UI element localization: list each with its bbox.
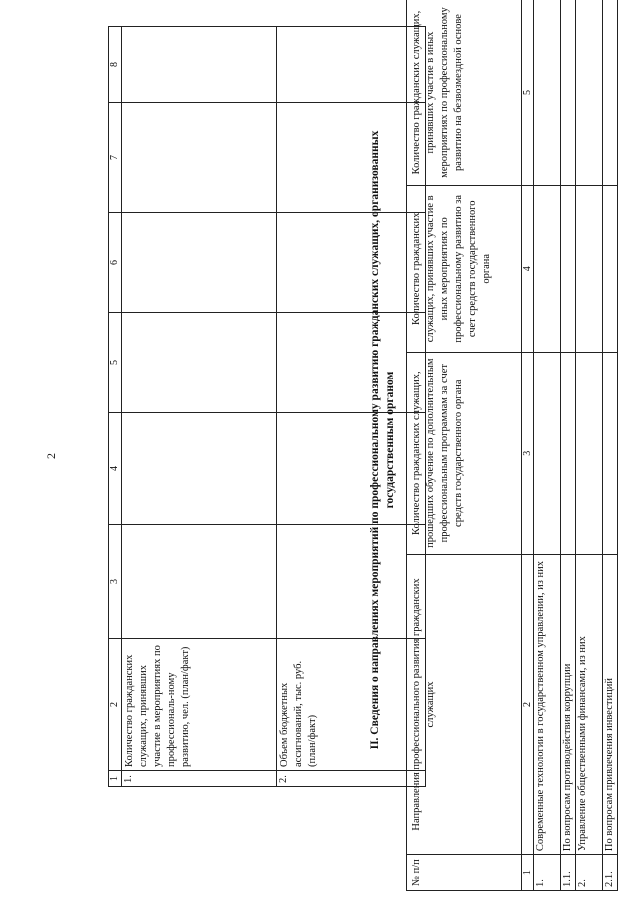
table-cell <box>122 525 277 639</box>
table-cell <box>122 103 277 213</box>
row-number: 2.1. <box>603 855 618 891</box>
column-number: 4 <box>109 413 122 525</box>
table-cell <box>277 525 426 639</box>
column-number: 3 <box>522 352 534 554</box>
table-cell <box>561 352 576 554</box>
page-number: 2 <box>44 453 58 459</box>
table-cell <box>561 186 576 352</box>
header-trained-count: Количество гражданских служащих, прошедших обучение по дополнительным профессиональным программам за счет средств государственного органа <box>407 352 522 554</box>
table-cell <box>603 0 618 186</box>
section-heading: II. Сведения о направлениях мероприятий по профессиональному развитию гражданских служащих, организованных государственным органом <box>369 130 396 750</box>
table-cell <box>122 27 277 103</box>
header-other-paid-count: Количество гражданских служащих, принявших участие в иных мероприятиях по профессиональному развитию за счет средств государственного органа <box>407 186 522 352</box>
column-number: 2 <box>109 639 122 771</box>
table-cell <box>576 186 603 352</box>
column-number: 4 <box>522 186 534 352</box>
training-directions-table <box>406 0 618 891</box>
table-cell <box>277 313 426 413</box>
table-cell <box>277 213 426 313</box>
row-number: 2. <box>277 771 426 787</box>
table-cell <box>534 186 561 352</box>
column-number: 7 <box>109 103 122 213</box>
header-other-free-count: Количество гражданских служащих, принявших участие в иных мероприятиях по профессиональному развитию на безвозмездной основе <box>407 0 522 186</box>
row-number: 1. <box>534 855 561 891</box>
row-label: Современные технологии в государственном управлении, из них <box>534 554 561 854</box>
column-number: 5 <box>109 313 122 413</box>
column-number: 2 <box>522 554 534 854</box>
table-cell <box>561 0 576 186</box>
column-number: 6 <box>109 213 122 313</box>
table-header-numbers <box>522 0 534 891</box>
row-label: Количество гражданских служащих, принявших участие в мероприятиях по профессиональ-ному развитию, чел. (план/факт) <box>122 639 277 771</box>
column-number: 1 <box>522 855 534 891</box>
table-cell <box>576 352 603 554</box>
table-row <box>603 0 618 891</box>
table-row <box>576 0 603 891</box>
table-cell <box>603 352 618 554</box>
column-number: 8 <box>109 27 122 103</box>
table-cell <box>534 352 561 554</box>
table-cell <box>122 213 277 313</box>
table-row <box>534 0 561 891</box>
table-cell <box>603 186 618 352</box>
table-cell <box>576 0 603 186</box>
row-label: По вопросам противодействия коррупции <box>561 554 576 854</box>
table-cell <box>277 27 426 103</box>
table-cell <box>534 0 561 186</box>
row-number: 1. <box>122 771 277 787</box>
table-header-numbers <box>109 27 122 787</box>
row-label: Объем бюджетных ассигнований, тыс. руб. (план/факт) <box>277 639 426 771</box>
column-number: 5 <box>522 0 534 186</box>
table-header <box>407 0 522 891</box>
column-number: 1 <box>109 771 122 787</box>
row-number: 1.1. <box>561 855 576 891</box>
table-cell <box>122 413 277 525</box>
row-label: По вопросам привлечения инвестиций <box>603 554 618 854</box>
table-cell <box>277 413 426 525</box>
table-cell <box>122 313 277 413</box>
row-label: Управление общественными финансами, из них <box>576 554 603 854</box>
row-number: 2. <box>576 855 603 891</box>
column-number: 3 <box>109 525 122 639</box>
table-row <box>277 27 426 787</box>
table-row <box>122 27 277 787</box>
header-direction: Направления профессионального развития гражданских служащих <box>407 554 522 854</box>
table-cell <box>277 103 426 213</box>
header-num: № п/п <box>407 855 522 891</box>
table-row <box>561 0 576 891</box>
